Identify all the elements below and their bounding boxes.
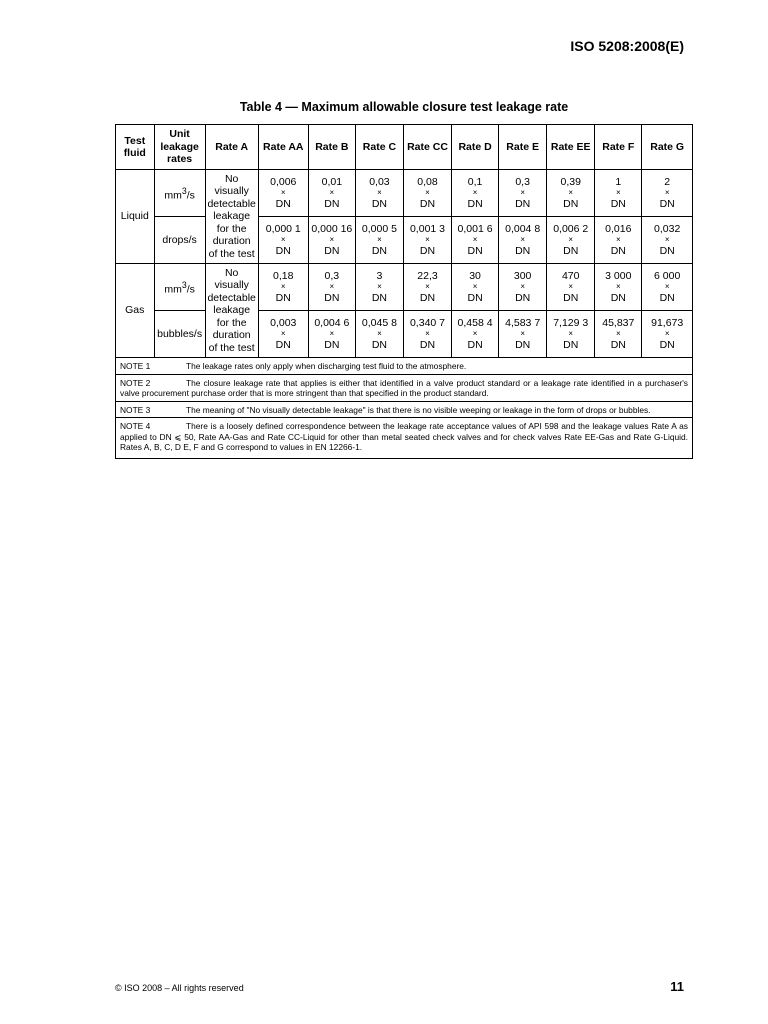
rate-a-line: duration: [212, 329, 251, 342]
rate-value-cell: [258, 264, 308, 311]
rate-value: 0,18: [273, 269, 294, 282]
column-header: Rate D: [452, 125, 499, 170]
times-sign: ×: [425, 188, 430, 197]
dn-label: DN: [659, 292, 675, 304]
rate-value: 4,583 7: [505, 316, 541, 329]
dn-label: DN: [324, 198, 340, 210]
times-sign: ×: [280, 329, 286, 338]
table-notes: [116, 358, 692, 458]
column-header: Rate C: [355, 125, 403, 170]
rate-value-cell: [547, 170, 595, 217]
note-3: [116, 402, 692, 419]
times-sign: ×: [472, 188, 478, 197]
times-sign: ×: [280, 188, 286, 197]
times-sign: ×: [329, 235, 335, 244]
times-sign: ×: [472, 329, 478, 338]
times-sign: ×: [568, 235, 574, 244]
rate-value: 0,39: [560, 175, 581, 188]
rate-a-line: detectable: [207, 197, 256, 210]
times-sign: ×: [329, 188, 335, 197]
times-sign: ×: [329, 329, 335, 338]
rate-value: 0,458 4: [457, 316, 493, 329]
times-sign: ×: [664, 235, 670, 244]
times-sign: ×: [377, 235, 382, 244]
rate-value-cell: [595, 217, 642, 264]
rate-value-cell: [308, 311, 355, 358]
times-sign: ×: [568, 282, 574, 291]
table-body: [116, 170, 692, 358]
dn-label: DN: [371, 198, 387, 210]
rate-value: 0,016: [605, 222, 632, 235]
rate-value: 2: [664, 175, 671, 188]
rate-a-line: leakage: [213, 304, 251, 317]
rate-a-line: for the: [216, 222, 247, 235]
rate-value-cell: [355, 264, 403, 311]
unit-exponent: 3: [181, 279, 187, 290]
column-header: Rate E: [499, 125, 547, 170]
unit-cell: [154, 264, 205, 311]
note-4: [116, 418, 692, 458]
rate-value: 7,129 3: [553, 316, 589, 329]
unit-tail: /s: [186, 283, 195, 295]
times-sign: ×: [615, 329, 621, 338]
times-sign: ×: [520, 235, 525, 244]
rate-value: 0,3: [324, 269, 340, 282]
rate-value-cell: [403, 170, 451, 217]
dn-label: DN: [659, 198, 675, 210]
rate-value-cell: [499, 170, 547, 217]
page-number: 11: [670, 979, 684, 994]
rate-a-line: duration: [212, 235, 251, 248]
note-label: NOTE 3: [120, 404, 151, 415]
test-fluid-cell: Liquid: [116, 170, 154, 264]
note-text: There is a loosely defined correspondence between the leakage rate acceptance values of API 598 and the leakage values Rate A as applied to DN ⩽ 50, Rate AA-Gas and Rate CC-Liquid for other than metal seated check valves and for check valves Rate EE-Gas and Rate G-Liquid. Rates A, B, C, D E, F and G correspond to values in EN 12266-1.: [120, 421, 688, 452]
times-sign: ×: [280, 282, 286, 291]
rate-value: 91,673: [651, 316, 684, 329]
rate-value-cell: [452, 170, 499, 217]
rate-a-line: of the test: [208, 247, 255, 260]
rate-value: 0,004 8: [505, 222, 541, 235]
times-sign: ×: [615, 188, 621, 197]
note-text: The meaning of "No visually detectable leakage" is that there is no visible weeping or leakage in the form of drops or bubbles.: [186, 404, 651, 415]
rate-value: 0,032: [654, 222, 681, 235]
leakage-rate-grid: [116, 125, 692, 358]
note-text: The closure leakage rate that applies is either that identified in a valve product standard or a leakage rate identified in a purchaser's valve procurement purchase order that is more stringent than that specified in the product standard.: [120, 377, 688, 398]
times-sign: ×: [472, 235, 478, 244]
rate-value: 0,045 8: [361, 316, 397, 329]
rate-value: 0,004 6: [314, 316, 350, 329]
rate-value-cell: [595, 264, 642, 311]
dn-label: DN: [419, 339, 436, 351]
rate-value-cell: [547, 311, 595, 358]
rate-value-cell: [499, 264, 547, 311]
rate-value-cell: [355, 170, 403, 217]
rate-value: 0,006 2: [553, 222, 589, 235]
rate-value: 0,003: [270, 316, 297, 329]
rate-value-cell: [258, 311, 308, 358]
rate-value-cell: [642, 264, 692, 311]
dn-label: DN: [371, 245, 387, 257]
times-sign: ×: [329, 282, 335, 291]
rate-value: 0,03: [369, 175, 390, 188]
rate-value-cell: [355, 311, 403, 358]
times-sign: ×: [425, 329, 430, 338]
note-label: NOTE 1: [120, 361, 151, 371]
column-header: Rate AA: [258, 125, 308, 170]
unit-cell: bubbles/s: [154, 311, 205, 358]
rate-value-cell: [499, 311, 547, 358]
times-sign: ×: [280, 235, 286, 244]
times-sign: ×: [615, 235, 621, 244]
rate-value: 30: [469, 269, 481, 282]
unit-base: mm: [164, 283, 182, 295]
rate-value: 300: [513, 269, 532, 282]
dn-label: DN: [324, 245, 340, 257]
dn-label: DN: [467, 198, 483, 210]
rate-value-cell: [403, 311, 451, 358]
dn-label: DN: [419, 245, 436, 257]
rate-value: 45,837: [602, 316, 635, 329]
times-sign: ×: [472, 282, 478, 291]
rate-a-line: for the: [216, 316, 247, 329]
column-header: Rate EE: [547, 125, 595, 170]
column-header: Rate G: [642, 125, 692, 170]
times-sign: ×: [520, 188, 525, 197]
dn-label: DN: [275, 198, 291, 210]
dn-label: DN: [275, 245, 291, 257]
copyright-notice: © ISO 2008 – All rights reserved: [115, 983, 244, 993]
rate-value: 6 000: [654, 269, 681, 282]
rate-value: 22,3: [417, 269, 438, 282]
rate-value: 0,001 3: [409, 222, 446, 235]
dn-label: DN: [563, 198, 579, 210]
note-text: The leakage rates only apply when discharging test fluid to the atmosphere.: [186, 361, 467, 371]
table-row: [116, 264, 692, 311]
rate-value-cell: [258, 170, 308, 217]
rate-value: 0,3: [515, 175, 530, 188]
times-sign: ×: [664, 329, 670, 338]
dn-label: DN: [659, 339, 675, 351]
rate-value-cell: [642, 311, 692, 358]
times-sign: ×: [615, 282, 621, 291]
note-2: [116, 375, 692, 402]
dn-label: DN: [467, 292, 483, 304]
rate-value-cell: [452, 311, 499, 358]
dn-label: DN: [419, 198, 436, 210]
times-sign: ×: [425, 282, 430, 291]
dn-label: DN: [659, 245, 675, 257]
rate-a-cell: [205, 170, 258, 264]
rate-value: 0,340 7: [409, 316, 446, 329]
rate-value: 0,01: [321, 175, 343, 188]
dn-label: DN: [610, 198, 626, 210]
document-id: ISO 5208:2008(E): [570, 38, 684, 54]
rate-value-cell: [547, 264, 595, 311]
dn-label: DN: [563, 339, 579, 351]
times-sign: ×: [520, 282, 525, 291]
dn-label: DN: [467, 339, 483, 351]
dn-label: DN: [515, 339, 531, 351]
table-header-row: [116, 125, 692, 170]
rate-value: 0,006: [270, 175, 297, 188]
rate-value: 3 000: [605, 269, 632, 282]
times-sign: ×: [664, 282, 670, 291]
dn-label: DN: [563, 292, 579, 304]
times-sign: ×: [377, 329, 382, 338]
rate-value-cell: [308, 264, 355, 311]
times-sign: ×: [425, 235, 430, 244]
rate-a-line: No: [224, 266, 239, 279]
column-header: Unit leakage rates: [154, 125, 205, 170]
unit-tail: /s: [186, 189, 195, 201]
unit-base: mm: [164, 189, 182, 201]
table-row: [116, 217, 692, 264]
table-row: [116, 170, 692, 217]
note-label: NOTE 4: [120, 421, 151, 431]
rate-value: 0,000 1: [265, 222, 301, 235]
rate-value-cell: [308, 170, 355, 217]
dn-label: DN: [610, 292, 626, 304]
times-sign: ×: [377, 282, 382, 291]
rate-value: 0,000 5: [361, 222, 397, 235]
test-fluid-cell: Gas: [116, 264, 154, 358]
rate-value: 0,001 6: [457, 222, 493, 235]
rate-value-cell: [452, 217, 499, 264]
times-sign: ×: [520, 329, 525, 338]
rate-value: 0,08: [417, 175, 438, 188]
rate-value: 1: [615, 175, 622, 188]
column-header: Test fluid: [116, 125, 154, 170]
rate-a-line: detectable: [207, 291, 256, 304]
rate-a-line: visually: [214, 279, 249, 292]
table-title: Table 4 — Maximum allowable closure test leakage rate: [239, 100, 569, 114]
rate-a-cell: [205, 264, 258, 358]
dn-label: DN: [371, 292, 387, 304]
rate-value-cell: [642, 170, 692, 217]
times-sign: ×: [568, 188, 574, 197]
times-sign: ×: [568, 329, 574, 338]
rate-value-cell: [642, 217, 692, 264]
rate-value-cell: [308, 217, 355, 264]
rate-a-line: leakage: [213, 210, 251, 223]
rate-value-cell: [499, 217, 547, 264]
dn-label: DN: [515, 198, 531, 210]
dn-label: DN: [610, 339, 626, 351]
dn-label: DN: [610, 245, 626, 257]
dn-label: DN: [324, 292, 340, 304]
rate-value-cell: [595, 311, 642, 358]
rate-value-cell: [258, 217, 308, 264]
table-row: [116, 311, 692, 358]
unit-cell: drops/s: [154, 217, 205, 264]
rate-value-cell: [403, 217, 451, 264]
dn-label: DN: [467, 245, 483, 257]
dn-label: DN: [515, 292, 531, 304]
dn-label: DN: [275, 339, 291, 351]
leakage-rate-table: [115, 124, 693, 459]
column-header: Rate B: [308, 125, 355, 170]
rate-value-cell: [403, 264, 451, 311]
dn-label: DN: [324, 339, 340, 351]
rate-a-line: visually: [214, 185, 249, 198]
rate-value: 470: [561, 269, 580, 282]
rate-a-line: of the test: [208, 341, 255, 354]
times-sign: ×: [377, 188, 382, 197]
rate-value: 3: [376, 269, 383, 282]
rate-a-line: No: [224, 172, 239, 185]
rate-value-cell: [547, 217, 595, 264]
note-1: [116, 358, 692, 375]
dn-label: DN: [419, 292, 436, 304]
unit-exponent: 3: [181, 185, 187, 196]
dn-label: DN: [275, 292, 291, 304]
dn-label: DN: [515, 245, 531, 257]
rate-value-cell: [452, 264, 499, 311]
note-label: NOTE 2: [120, 377, 151, 388]
column-header: Rate F: [595, 125, 642, 170]
rate-value: 0,000 16: [311, 222, 353, 235]
rate-value: 0,1: [467, 175, 483, 188]
rate-value-cell: [595, 170, 642, 217]
unit-cell: [154, 170, 205, 217]
rate-value-cell: [355, 217, 403, 264]
dn-label: DN: [371, 339, 387, 351]
times-sign: ×: [664, 188, 670, 197]
column-header: Rate CC: [403, 125, 451, 170]
column-header: Rate A: [205, 125, 258, 170]
dn-label: DN: [563, 245, 579, 257]
